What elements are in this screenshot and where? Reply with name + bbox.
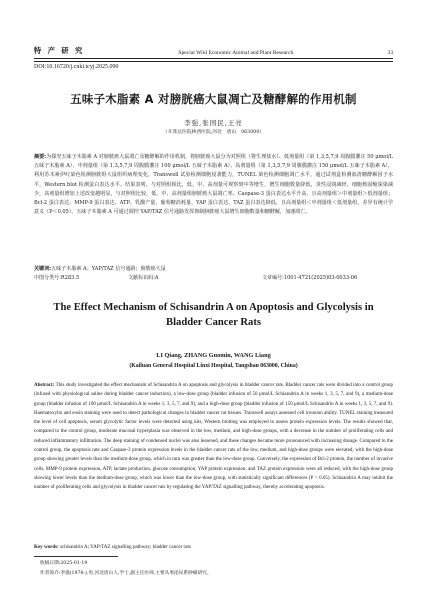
article-id: 文章编号:1001-4721(2025)03-0033-06 — [262, 275, 358, 281]
classification-number: 中图分类号:R283.5 — [34, 275, 80, 281]
doi[interactable]: DOI:10.16720/j.cnki.tcyj.2025.090 — [34, 64, 119, 70]
header-rule-thin — [34, 61, 393, 62]
keywords-text-cn: 五味子木脂素 A；YAP/TAZ 信号通路；膀胱癌大鼠 — [51, 266, 166, 272]
abstract-cn — [34, 153, 393, 217]
footnote-author-bio: 作者简介:李强(1976-),男,河北唐山人,学士,副主任医师,主要从事泌尿系肿瘤研究。 — [40, 571, 212, 576]
footnote-rule — [34, 556, 118, 557]
abstract-label-cn: 摘要: — [34, 154, 47, 160]
running-header — [34, 44, 393, 56]
journal-name-en: Special Wild Economic Animal and Plant Research — [178, 50, 294, 56]
authors-en: LI Qiang, ZHANG Guomin, WANG Liang — [156, 352, 271, 359]
abstract-label-en: Abstract: — [34, 383, 55, 388]
abstract-text-en: This study investigated the effect mechanism of Schisandrin A on apoptosis and glycolysis in bladder cancer rats. Bladder cancer rats were divided into a control group (infused with physiological saline during bladder cancer induction), a low-dose group (bladder infusion of 50 μmol/L Schisandrin A in weeks 1, 3, 5, 7, and 9), a medium-dose group (bladder infusion of 100 μmol/L Schisandrin A in weeks 1, 3, 5, 7, and 9), and a high-dose group (bladder infusion of 150 μmol/L Schisandrin A in weeks 1, 3, 5, 7, and 9). Haematoxylin and eosin staining were used to detect pathological changes in bladder cancer rat tissues. Transwell assays assessed cell invasion ability. TUNEL staining measured the level of cell apoptosis, serum glycolytic factor levels were detected using kits, Western blotting was employed to assess protein expression levels. The results showed that, compared to the control group, moderate mucosal hyperplasia was observed in the low, medium, and high-dose groups, with a decrease in the number of proliferating cells and reduced inflammatory infiltration. The deep staining of condensed nuclei was also lessened, and these changes became more pronounced with increasing dosage. Compared to the control group, the apoptosis rate and Caspase-3 protein expression levels in the bladder cancer rats of the low, medium, and high-dose groups were elevated, with the high-dose group showing greater levels than the medium-dose group, which in turn was greater than the low-dose group. Conversely, the expression of Bcl-2 protein, the number of invasive cells, MMP-9 protein expression, ATP, lactate production, glucose consumption, YAP protein expression, and TAZ protein expression were all reduced, with the high-dose group showing lower levels than the medium-dose group, which was lower than the low-dose group, with statistically significant differences (P < 0.05). Schisandrin A may inhibit the number of proliferating cells and glycolysis in bladder cancer rats by regulating the YAP/TAZ signalling pathway, thereby accelerating apoptosis. — [34, 383, 393, 491]
keywords-label-en: Key words: — [34, 544, 59, 550]
document-code: 文献标识码:A — [128, 275, 159, 281]
article-title-en — [34, 300, 393, 330]
footnote-received: 收稿日期:2025-01-19 — [40, 561, 88, 566]
header-rule-thick — [34, 58, 393, 59]
abstract-en — [34, 381, 393, 493]
page-number: 33 — [387, 50, 393, 56]
article-title-cn: 五味子木脂素 A 对膀胱癌大鼠凋亡及糖酵解的作用机制 — [70, 92, 357, 106]
authors-cn: 李强,张国民,王亮 — [184, 119, 243, 127]
title-en-line-1: The Effect Mechanism of Schisandrin A on Apoptosis and Glycolysis in — [53, 302, 374, 313]
keywords-text-en: schisandrin A; YAP/TAZ signalling pathway; bladder cancer rats — [60, 544, 191, 550]
classification-row — [34, 274, 393, 281]
keywords-cn — [34, 265, 393, 272]
keywords-label-cn: 关键词: — [34, 266, 52, 272]
title-en-line-2: Bladder Cancer Rats — [166, 317, 261, 328]
affiliation-en: (Kailuan General Hospital Linxi Hospital, Tangshan 063000, China) — [129, 363, 298, 369]
affiliation-cn: （开滦总医院林西医院,河北 唐山 063000） — [162, 130, 265, 135]
journal-name-cn: 特 产 研 究 — [34, 46, 85, 55]
abstract-text-cn: 为探究五味子木脂素 A 对膀胱癌大鼠凋亡及糖酵解的作用机制，将膀胱癌大鼠分为对照组（将生理盐水）、低剂量组（第 1,3,5,7,9 周腹膜灌注 50 μmol/L 五味子木脂素 A）、中剂量组（第 1,3,5,7,9 周腹膜灌注 100 μmol/L 五味子木脂素 A）、高剂量组（第 1,3,5,7,9 周腹膜灌注 150 μmol/L 五味子木脂素 A），利用苏木素伊红染色检测膀胱组大鼠组织病理变化，Transwell 试验检测细胞侵袭能力，TUNEL 染色检测细胞凋亡水平，通过试剂盒检测血清糖酵解因子水平，Western blot 检测蛋白表达水平。结果表明，与对照组相比，低、中、高剂量可观察到中等增生，增生细胞数量降低，炎性浸润减轻，细胞核固缩深染减少，高剂量组增加上述改变越明显，与对照组比较，低、中、高剂量组膀胱癌大鼠凋亡率、Caspase-3 蛋白表达水平升高，且高剂量组＞中剂量组＞低剂量组；Bcl-2 蛋白表达、MMP-9 蛋白表达、ATP、乳酸产量、葡萄糖消耗量、YAP 蛋白表达、TAZ 蛋白表达降低，且高剂量组＜中剂量组＜低剂量组，差异有统计学意义（P＜0.05）。五味子木脂素 A 可通过调控 YAP/TAZ 信号通路发挥抑制膀胱癌大鼠增生细胞数量和糖酵解，加速凋亡。 — [34, 154, 393, 216]
keywords-en — [34, 544, 393, 550]
